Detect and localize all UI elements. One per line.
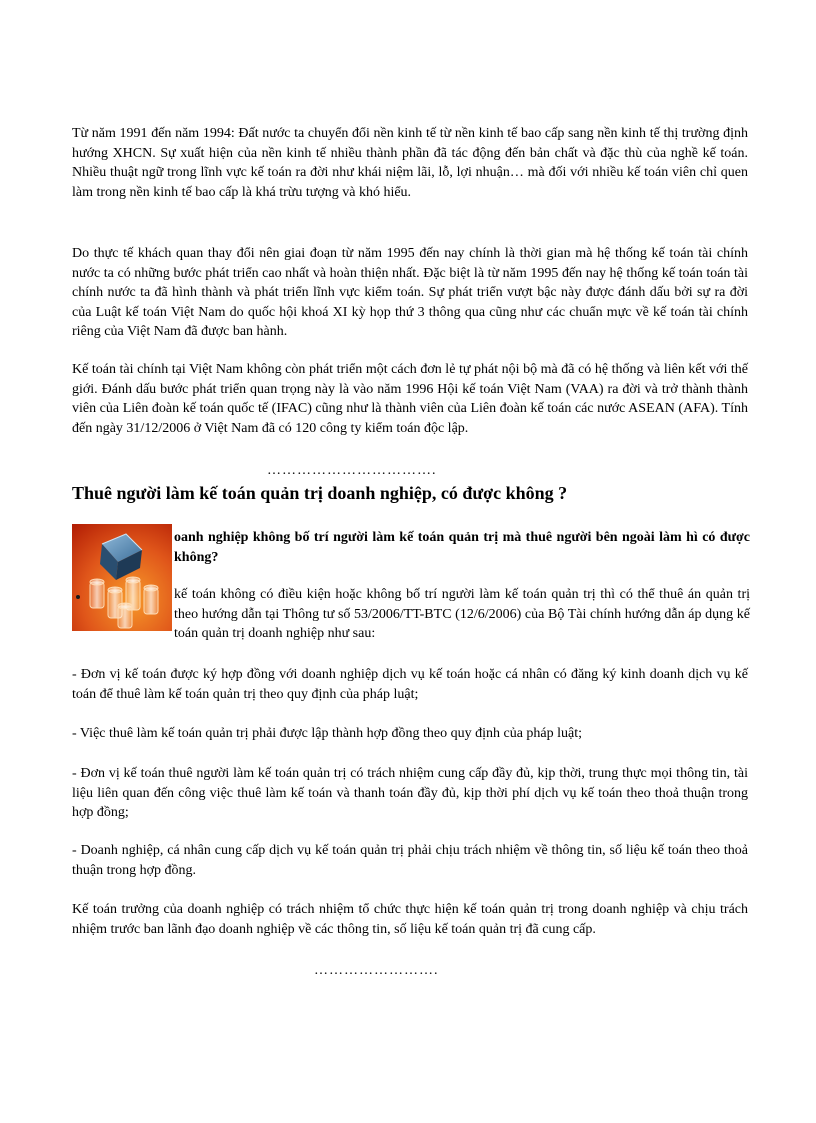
intro-paragraph-2: Do thực tế khách quan thay đổi nên giai đoạn từ năm 1995 đến nay chính là thời gian mà hệ thống kế toán tài chính nước ta có những bước phát triển cao nhất và hoàn thiện nhất. Đặc biệt là từ năm 1995 đến nay hệ thống kế toán toán tài chính nước ta đã hình thành và phát triển lĩnh vực kiểm toán. Sự phát triển vượt bậc này được đánh dấu bởi sự ra đời của Luật kế toán Việt Nam do quốc hội khoá XI kỳ họp thứ 3 thông qua cũng như các chuẩn mực về kế toán tài chính riêng của Việt Nam đã được ban hành. <box>72 246 748 339</box>
separator-dots-end: ……………………. <box>314 963 439 978</box>
cube-cylinders-clipart-icon <box>72 524 172 631</box>
answer-intro: kế toán không có điều kiện hoặc không bố trí người làm kế toán quản trị thì có thể thuê án quản trị theo hướng dẫn tại Thông tư số 53/2006/TT-BTC (12/6/2006) của Bộ Tài chính hướng dẫn áp dụng kế toán quản trị doanh nghiệp như sau: <box>174 587 750 641</box>
article-question: oanh nghiệp không bố trí người làm kế toán quản trị mà thuê người bên ngoài làm hì có được không? <box>174 530 750 565</box>
rule-item-2: - Việc thuê làm kế toán quản trị phải được lập thành hợp đồng theo quy định của pháp luật; <box>72 726 583 741</box>
rule-item-3: - Đơn vị kế toán thuê người làm kế toán quản trị có trách nhiệm cung cấp đầy đủ, kịp thời, trung thực mọi thông tin, tài liệu liên quan đến công việc thuê làm kế toán và thanh toán đầy đủ, kịp thời phí dịch vụ kế toán theo thoả thuận trong hợp đồng; <box>72 766 748 820</box>
intro-paragraph-3: Kế toán tài chính tại Việt Nam không còn phát triển một cách đơn lẻ tự phát nội bộ mà đã có hệ thống và liên kết với thế giới. Đánh dấu bước phát triển quan trọng này là vào năm 1996 Hội kế toán Việt Nam (VAA) ra đời và trở thành thành viên của Liên đoàn kế toán quốc tế (IFAC) cũng như là thành viên của Liên đoàn kế toán các nước ASEAN (AFA). Tính đến ngày 31/12/2006 ở Việt Nam đã có 120 công ty kiểm toán độc lập. <box>72 362 748 436</box>
article-title: Thuê người làm kế toán quản trị doanh nghiệp, có được không ? <box>72 483 568 503</box>
rule-item-1: - Đơn vị kế toán được ký hợp đồng với doanh nghiệp dịch vụ kế toán hoặc cá nhân có đăng ký kinh doanh dịch vụ kế toán để thuê làm kế toán quản trị theo quy định của pháp luật; <box>72 667 748 702</box>
intro-paragraph-1: Từ năm 1991 đến năm 1994: Đất nước ta chuyển đổi nền kinh tế từ nền kinh tế bao cấp sang nền kinh tế thị trường định hướng XHCN. Sự xuất hiện của nền kinh tế nhiều thành phần đã tác động đến bản chất và đặc thù của nghề kế toán. Nhiều thuật ngữ trong lĩnh vực kế toán ra đời như khái niệm lãi, lỗ, lợi nhuận… mà đối với nhiều kế toán viên chỉ quen làm trong nền kinh tế bao cấp là khá trừu tượng và khó hiểu. <box>72 126 748 200</box>
rule-item-4: - Doanh nghiệp, cá nhân cung cấp dịch vụ kế toán quản trị phải chịu trách nhiệm về thông tin, số liệu kế toán theo thoả thuận trong hợp đồng. <box>72 843 748 878</box>
closing-paragraph: Kế toán trưởng của doanh nghiệp có trách nhiệm tổ chức thực hiện kế toán quản trị trong doanh nghiệp và chịu trách nhiệm trước ban lãnh đạo doanh nghiệp về các thông tin, số liệu kế toán quản trị đã cung cấp. <box>72 902 748 937</box>
separator-dots: ……………………………. <box>267 463 437 478</box>
